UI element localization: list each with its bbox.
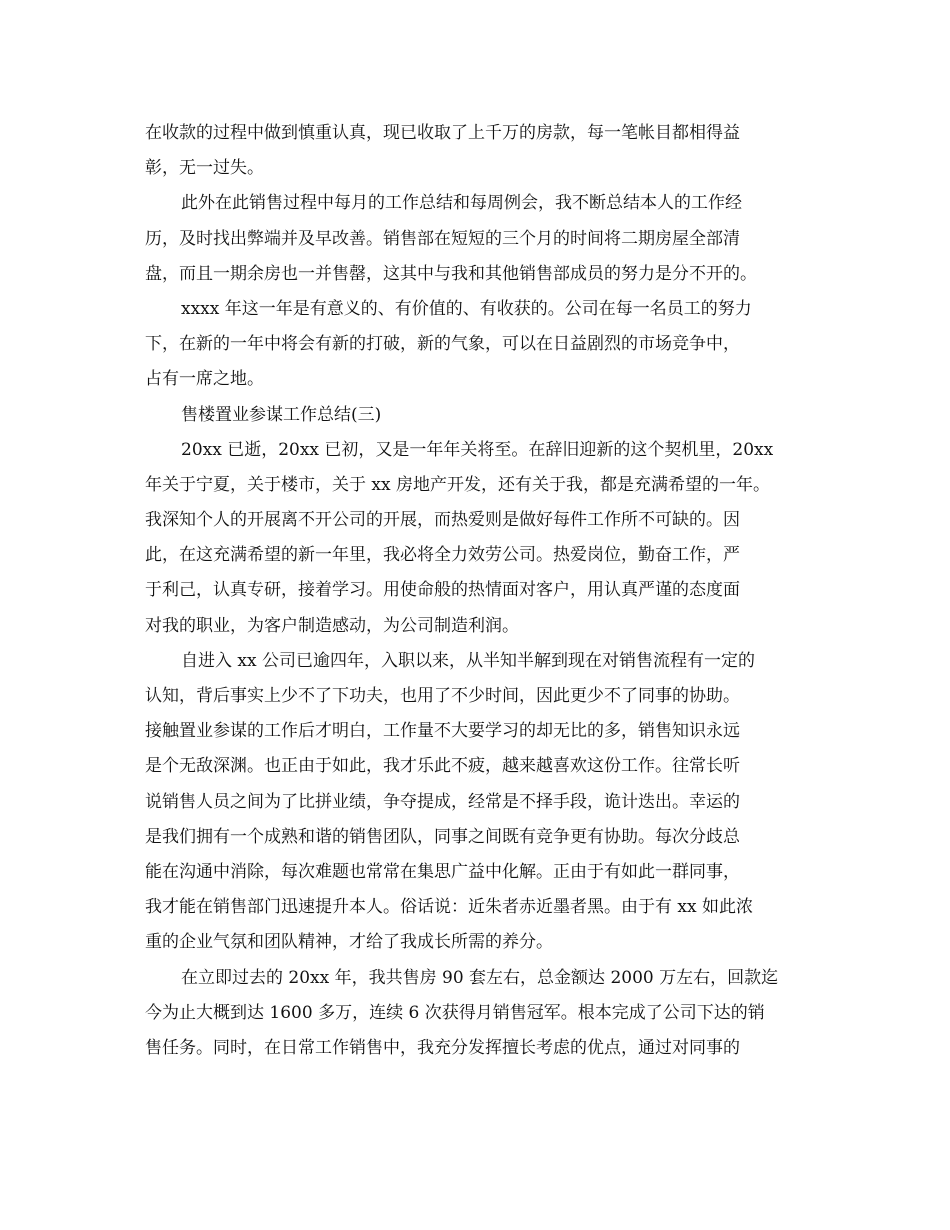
text-line: 盘，而且一期余房也一并售罄，这其中与我和其他销售部成员的努力是分不开的。 bbox=[145, 263, 757, 284]
document-body bbox=[145, 116, 815, 1066]
text-line: 此外在此销售过程中每月的工作总结和每周例会，我不断总结本人的工作经 bbox=[181, 193, 742, 214]
text-line: 重的企业气氛和团队精神，才给了我成长所需的养分。 bbox=[145, 932, 553, 953]
text-line: 我深知个人的开展离不开公司的开展，而热爱则是做好每件工作所不可缺的。因 bbox=[145, 510, 740, 531]
text-line: 于利己，认真专研，接着学习。用使命般的热情面对客户，用认真严谨的态度面 bbox=[145, 580, 740, 601]
text-line: 售任务。同时，在日常工作销售中，我充分发挥擅长考虑的优点，通过对同事的 bbox=[145, 1037, 740, 1058]
text-line: 自进入 xx 公司已逾四年，入职以来，从半知半解到现在对销售流程有一定的 bbox=[181, 650, 755, 671]
text-line: 我才能在销售部门迅速提升本人。俗话说：近朱者赤近墨者黑。由于有 xx 如此浓 bbox=[145, 897, 753, 918]
text-line: 售楼置业参谋工作总结(三) bbox=[181, 404, 382, 425]
text-line: 今为止大概到达 1600 多万，连续 6 次获得月销售冠军。根本完成了公司下达的销 bbox=[145, 1002, 765, 1023]
text-line: 年关于宁夏，关于楼市，关于 xx 房地产开发，还有关于我，都是充满希望的一年。 bbox=[145, 474, 770, 495]
text-line: 在立即过去的 20xx 年，我共售房 90 套左右，总金额达 2000 万左右，回款迄 bbox=[181, 967, 779, 988]
text-line: 能在沟通中消除，每次难题也常常在集思广益中化解。正由于有如此一群同事， bbox=[145, 861, 740, 882]
text-line: 说销售人员之间为了比拼业绩，争夺提成，经常是不择手段，诡计迭出。幸运的 bbox=[145, 791, 740, 812]
text-line: 下，在新的一年中将会有新的打破，新的气象，可以在日益剧烈的市场竞争中， bbox=[145, 334, 740, 355]
text-line: 历，及时找出弊端并及早改善。销售部在短短的三个月的时间将二期房屋全部清 bbox=[145, 228, 740, 249]
text-line: 对我的职业，为客户制造感动，为公司制造利润。 bbox=[145, 615, 519, 636]
text-line: 是个无敌深渊。也正由于如此，我才乐此不疲，越来越喜欢这份工作。往常长听 bbox=[145, 756, 740, 777]
text-line: 彰，无一过失。 bbox=[145, 158, 264, 179]
text-line: 在收款的过程中做到慎重认真，现已收取了上千万的房款，每一笔帐目都相得益 bbox=[145, 123, 740, 143]
text-line: 认知，背后事实上少不了下功夫，也用了不少时间，因此更少不了同事的协助。 bbox=[145, 686, 740, 706]
text-line: 此，在这充满希望的新一年里，我必将全力效劳公司。热爱岗位，勤奋工作，严 bbox=[145, 545, 740, 566]
text-line: 是我们拥有一个成熟和谐的销售团队，同事之间既有竞争更有协助。每次分歧总 bbox=[145, 826, 740, 847]
text-line: 20xx 已逝，20xx 已初，又是一年年关将至。在辞旧迎新的这个契机里，20xx bbox=[181, 439, 774, 460]
text-line: 接触置业参谋的工作后才明白，工作量不大要学习的却无比的多，销售知识永远 bbox=[145, 721, 740, 742]
text-line: xxxx 年这一年是有意义的、有价值的、有收获的。公司在每一名员工的努力 bbox=[181, 298, 752, 319]
text-line: 占有一席之地。 bbox=[145, 369, 264, 390]
